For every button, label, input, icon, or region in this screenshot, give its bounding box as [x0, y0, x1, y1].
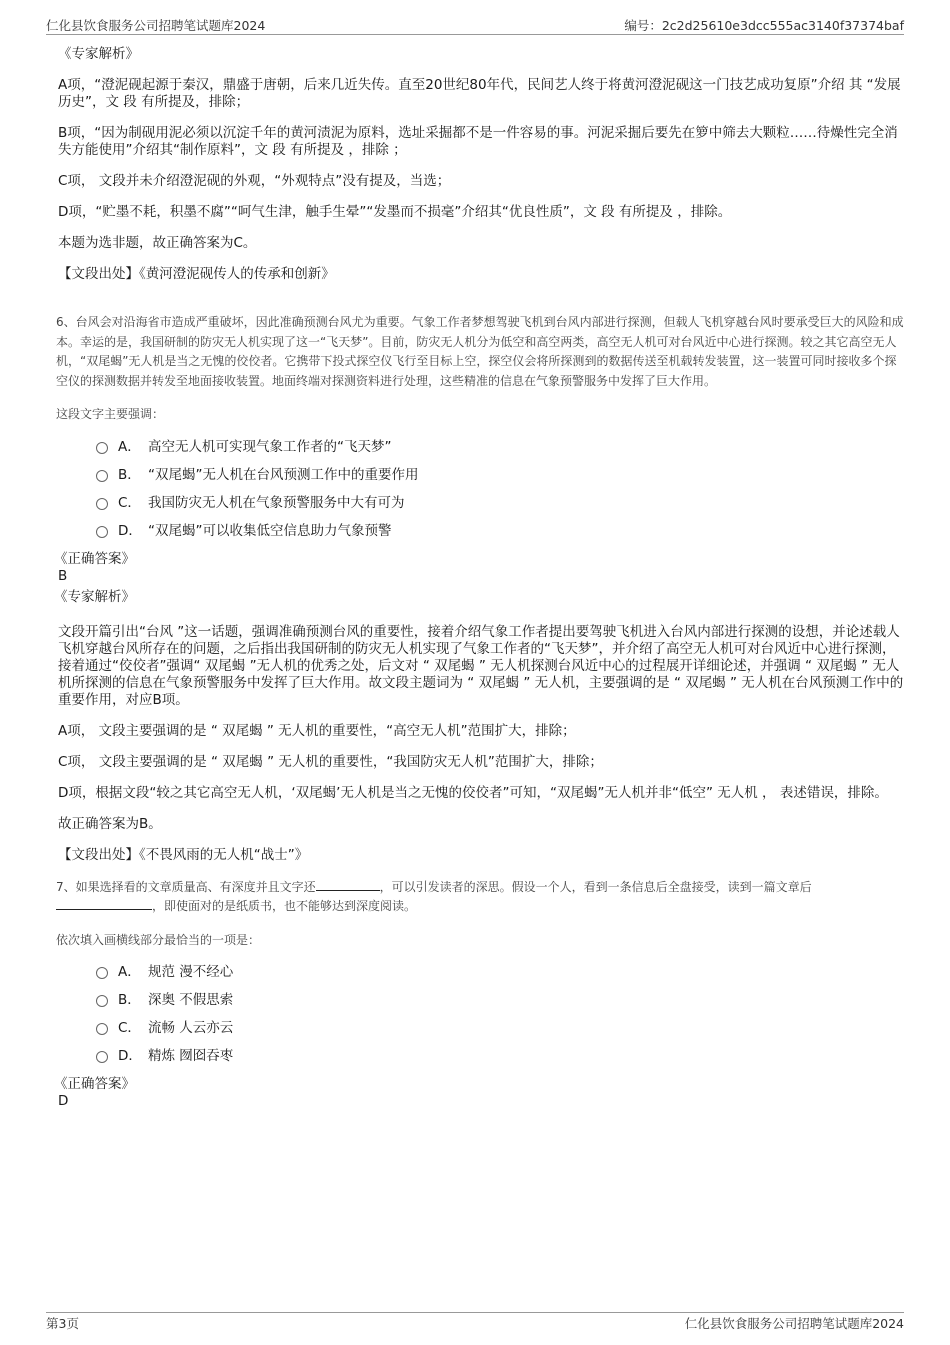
option-letter: D．: [118, 522, 142, 539]
fill-blank-1: [316, 878, 380, 891]
option-letter: A．: [118, 964, 141, 980]
option-letter: B．: [118, 466, 141, 483]
q5-analysis-label: 《专家解析》: [58, 46, 139, 62]
q7-answer-label: 《正确答案》: [54, 1076, 135, 1092]
q6-options: [96, 431, 904, 543]
q5-analysis-b: B项，“因为制砚用泥必须以沉淀千年的黄河渍泥为原料，选址采掘都不是一件容易的事。河泥采掘后要先在箩中筛去大颗粒……待燥性完全消失方能使用”介绍其“制作原料”，文 段 有所提及 ，排除 ；: [58, 125, 898, 158]
fill-blank-2: [56, 897, 152, 910]
q6-source: 【文段出处】《不畏风雨的无人机“战士”》: [58, 846, 309, 863]
radio-icon[interactable]: [96, 1023, 108, 1035]
q6-prompt: 这段文字主要强调：: [56, 407, 165, 421]
q6-stem: 6、台风会对沿海省市造成严重破坏，因此准确预测台风尤为重要。气象工作者梦想驾驶飞机到台风内部进行探测，但载人飞机穿越台风时要承受巨大的风险和成本。幸运的是，我国研制的防灾无人机实现了这一“飞天梦”。目前，防灾无人机分为低空和高空两类，高空无人机可对台风近中心进行探测。较之其它高空无人机，“双尾蝎”无人机是当之无愧的佼佼者。它携带下投式探空仪飞行至目标上空，探空仪会将所探测到的数据传送至机载转发装置，这一装置可同时接收多个探空仪的探测数据并转发至地面接收装置。地面终端对探测资料进行处理，这些精准的信息在气象预警服务中发挥了巨大作用。: [56, 315, 904, 388]
option-letter: C．: [118, 494, 141, 511]
radio-icon[interactable]: [96, 498, 108, 510]
q6-answer-label: 《正确答案》: [54, 550, 135, 567]
q6-analysis-a: A项， 文段主要强调的是 “ 双尾蝎 ” 无人机的重要性，“高空无人机”范围扩大，排除；: [58, 722, 576, 739]
header-title: 仁化县饮食服务公司招聘笔试题库2024: [46, 18, 266, 33]
option-text: 我国防灾无人机在气象预警服务中大有可为: [148, 494, 405, 511]
option-text: 高空无人机可实现气象工作者的“飞天梦”: [148, 438, 392, 455]
option-letter: D．: [118, 1048, 142, 1064]
q6-option-c[interactable]: [96, 487, 904, 515]
option-letter: A．: [118, 438, 141, 455]
q7-stem-part2: ，可以引发读者的深思。假设一个人，看到一条信息后全盘接受，读到一篇文章后: [379, 879, 812, 894]
radio-icon[interactable]: [96, 442, 108, 454]
radio-icon[interactable]: [96, 1051, 108, 1063]
footer-divider: [46, 1312, 904, 1313]
page-number: 第3页: [46, 1316, 79, 1331]
q7-prompt: 依次填入画横线部分最恰当的一项是：: [56, 932, 261, 947]
q6-option-a[interactable]: [96, 431, 904, 459]
q5-source: 【文段出处】《黄河澄泥砚传人的传承和创新》: [58, 266, 335, 282]
page-header: [46, 14, 904, 34]
q7-option-a[interactable]: [96, 956, 904, 984]
q5-analysis-a: A项，“澄泥砚起源于秦汉，鼎盛于唐朝，后来几近失传。直至20世纪80年代，民间艺人终于将黄河澄泥砚这一门技艺成功复原”介绍 其 “发展历史”，文 段 有所提及，排除；: [58, 77, 901, 110]
q5-analysis-d: D项，“贮墨不耗，积墨不腐”“呵气生津，触手生晕”“发墨而不损毫”介绍其“优良性质”，文 段 有所提及 ，排除。: [58, 204, 732, 220]
q7-option-c[interactable]: [96, 1012, 904, 1040]
page-footer: [46, 1314, 904, 1334]
q7-options: [96, 956, 904, 1068]
option-text: 精炼 囫囵吞枣: [148, 1048, 234, 1064]
q7-stem-part1: 7、如果选择看的文章质量高、有深度并且文字还: [56, 879, 316, 894]
radio-icon[interactable]: [96, 526, 108, 538]
footer-title: 仁化县饮食服务公司招聘笔试题库2024: [684, 1316, 904, 1331]
q5-conclusion: 本题为选非题，故正确答案为C。: [58, 235, 257, 251]
q7-stem-part3: ，即使面对的是纸质书，也不能够达到深度阅读。: [152, 899, 417, 913]
option-letter: C．: [118, 1020, 141, 1036]
q6-analysis-c: C项， 文段主要强调的是 “ 双尾蝎 ” 无人机的重要性，“我国防灾无人机”范围扩大，排除；: [58, 753, 603, 770]
header-doc-id: 编号：2c2d25610e3dcc555ac3140f37374baf: [624, 18, 904, 33]
option-letter: B．: [118, 992, 141, 1008]
q6-analysis-d: D项，根据文段“较之其它高空无人机，‘双尾蝎’无人机是当之无愧的佼佼者”可知，“双尾蝎”无人机并非“低空” 无人机 ， 表述错误，排除。: [58, 784, 888, 801]
header-divider: [46, 34, 904, 35]
q6-answer: B: [58, 567, 68, 584]
page-content: [56, 46, 904, 1114]
q7-option-d[interactable]: [96, 1040, 904, 1068]
option-text: 规范 漫不经心: [148, 964, 234, 980]
option-text: 深奥 不假思索: [148, 992, 234, 1008]
q6-option-d[interactable]: [96, 515, 904, 543]
q5-analysis-c: C项， 文段并未介绍澄泥砚的外观，“外观特点”没有提及，当选；: [58, 173, 451, 189]
q6-conclusion: 故正确答案为B。: [58, 815, 162, 832]
radio-icon[interactable]: [96, 967, 108, 979]
option-text: “双尾蝎”无人机在台风预测工作中的重要作用: [148, 466, 419, 483]
q6-option-b[interactable]: [96, 459, 904, 487]
q7-answer: D: [58, 1093, 69, 1109]
option-text: 流畅 人云亦云: [148, 1020, 234, 1036]
q6-analysis-label: 《专家解析》: [54, 588, 135, 605]
radio-icon[interactable]: [96, 995, 108, 1007]
q7-stem: [56, 878, 904, 917]
q6-analysis-main: 文段开篇引出“台风 ”这一话题，强调准确预测台风的重要性，接着介绍气象工作者提出要驾驶飞机进入台风内部进行探测的设想，并论述载人飞机穿越台风所存在的问题，之后指出我国研制的防灾无人机实现了气象工作者的“飞天梦”，并介绍了高空无人机可对台风近中心进行探测，接着通过“佼佼者”强调“ 双尾蝎 ”无人机的优秀之处，后文对 “ 双尾蝎 ” 无人机探测台风近中心的过程展开详细论述，并强调 “ 双尾蝎 ” 无人机所探测的信息在气象预警服务中发挥了巨大作用。故文段主题词为 “ 双尾蝎 ” 无人机，主要强调的是 “ 双尾蝎 ” 无人机在台风预测工作中的重要作用，对应B项。: [58, 623, 904, 708]
q7-option-b[interactable]: [96, 984, 904, 1012]
option-text: “双尾蝎”可以收集低空信息助力气象预警: [148, 522, 392, 539]
radio-icon[interactable]: [96, 470, 108, 482]
